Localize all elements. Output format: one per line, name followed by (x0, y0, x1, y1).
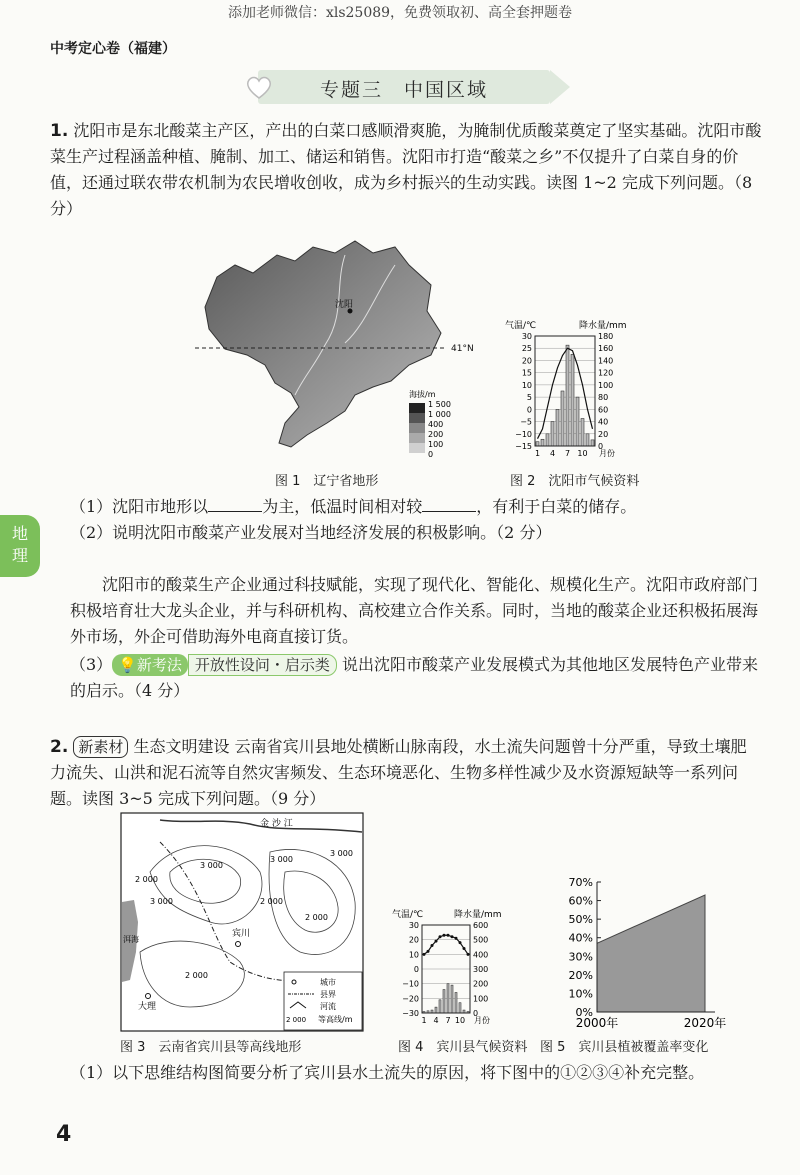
y-tick-label: 20% (568, 968, 593, 982)
y-tick-label: 50% (568, 913, 593, 927)
precip-tick-label: 0 (598, 442, 604, 451)
fig2-caption: 图 2 沈阳市气候资料 (510, 474, 640, 489)
precip-bar (576, 397, 579, 446)
temperature-point (427, 950, 430, 953)
elev-legend-value: 100 (428, 440, 444, 449)
temp-tick-label: −5 (520, 417, 532, 427)
elev-swatch (409, 413, 425, 423)
month-tick-label: 1 (421, 1016, 427, 1025)
month-axis-label: 月份 (599, 449, 615, 458)
q1-sub3 (70, 652, 770, 704)
temp-axis-label: 气温/℃ (505, 321, 537, 331)
precip-axis-label: 降水量/mm (454, 910, 502, 920)
temperature-point (423, 953, 426, 956)
precip-tick-label: 60 (598, 405, 609, 415)
elev-swatch (409, 443, 425, 453)
temperature-point (435, 940, 438, 943)
elev-legend-value: 400 (428, 420, 444, 429)
precip-bar (439, 1000, 441, 1013)
binchuan-contour-map (120, 812, 365, 1034)
binchuan-dot (236, 942, 241, 947)
temp-axis-label: 气温/℃ (392, 910, 424, 920)
x-tick-label: 2000年 (575, 1016, 619, 1030)
precip-bar (541, 439, 544, 446)
q1-sub1 (70, 494, 770, 520)
subject-tab-label: 地理 (11, 524, 28, 565)
q1-sub1-part-a: （1）沈阳市地形以 (70, 497, 209, 516)
coverage-area (597, 895, 705, 1012)
latitude-label: 41°N (451, 344, 474, 354)
month-tick-label: 1 (534, 449, 541, 458)
q2-intro: 生态文明建设 云南省宾川县地处横断山脉南段，水土流失问题曾十分严重，导致土壤肥力流失、山洪和泥石流等自然灾害频发、生态环境恶化、生物多样性减少及水资源短缺等一系列问题。读图 3~5 完成下列问题。（9 分） (50, 737, 747, 808)
watermark: 添加老师微信：xls25089，免费领取初、高全套押题卷 (227, 5, 573, 21)
subject-tab-geography (0, 515, 40, 577)
dali-label: 大理 (138, 1002, 157, 1012)
dali-dot (146, 994, 151, 999)
temperature-point (451, 935, 454, 938)
precip-bar (435, 1007, 437, 1013)
legend-city: 城市 (320, 978, 336, 987)
temp-tick-label: 30 (521, 332, 532, 341)
month-tick-label: 4 (549, 449, 556, 458)
elev-legend-value: 200 (428, 430, 444, 439)
liaoning-terrain-map (195, 225, 474, 470)
lightbulb-icon: 💡 (118, 656, 137, 674)
temperature-point (459, 941, 462, 944)
y-tick-label: 0% (575, 1006, 593, 1019)
shenyang-label: 沈阳 (335, 300, 354, 310)
precip-bar (546, 434, 549, 446)
q1-intro: 沈阳市是东北酸菜主产区，产出的白菜口感顺滑爽脆，为腌制优质酸菜奠定了坚实基础。沈阳市酸菜生产过程涵盖种植、腌制、加工、储运和销售。沈阳市打造“酸菜之乡”不仅提升了白菜自身的价值，还通过联农带农机制为农民增收创收，成为乡村振兴的生动实践。读图 1~2 完成下列问题。（8 分） (50, 121, 762, 218)
river-label: 金 沙 江 (260, 819, 293, 829)
temp-tick-label: 0 (413, 965, 419, 974)
temp-tick-label: −10 (402, 979, 419, 989)
page-number: 4 (56, 1122, 72, 1147)
elev-legend-title: 海拔/m (409, 390, 436, 399)
y-tick-label: 10% (568, 987, 593, 1001)
liaoning-shape (205, 241, 444, 449)
temperature-point (443, 934, 446, 937)
temp-tick-label: −30 (402, 1009, 419, 1018)
contour-label: 2 000 (135, 875, 158, 884)
legend-contour: 等高线/m (318, 1015, 353, 1024)
precip-tick-label: 120 (598, 368, 614, 378)
precip-tick-label: 0 (473, 1009, 479, 1018)
temperature-point (467, 953, 470, 956)
vegetation-coverage-chart (555, 872, 730, 1037)
temp-tick-label: 10 (521, 380, 532, 390)
temp-tick-label: 10 (408, 950, 419, 960)
precip-tick-label: 400 (473, 950, 489, 960)
month-axis-label: 月份 (474, 1016, 490, 1025)
precip-bar (556, 409, 559, 446)
temp-tick-label: −20 (402, 994, 419, 1004)
temp-tick-label: 20 (521, 356, 532, 366)
precip-bar (581, 419, 584, 447)
month-tick-label: 7 (564, 449, 571, 458)
precip-bar (566, 345, 569, 446)
q2-number: 2. (50, 737, 69, 757)
fig4-caption: 图 4 宾川县气候资料 (398, 1040, 528, 1055)
contour-label: 3 000 (200, 861, 223, 870)
y-tick-label: 40% (568, 931, 593, 945)
precip-tick-label: 180 (598, 332, 614, 341)
new-method-badge (112, 654, 188, 676)
series-title: 中考定心卷（福建） (50, 41, 176, 57)
q1-sub3-number: （3） (70, 655, 113, 674)
temperature-point (439, 935, 442, 938)
answer-blank[interactable] (422, 497, 476, 512)
precip-tick-label: 300 (473, 965, 489, 974)
q1-sub2: （2）说明沈阳市酸菜产业发展对当地经济发展的积极影响。（2 分） (70, 523, 552, 542)
precip-bar (586, 434, 589, 446)
fig5-caption: 图 5 宾川县植被覆盖率变化 (540, 1040, 709, 1055)
precip-axis-label: 降水量/mm (579, 321, 627, 331)
y-tick-label: 70% (568, 876, 593, 889)
precip-bar (561, 391, 564, 446)
temp-tick-label: 15 (521, 368, 532, 378)
elev-legend-value: 1 000 (428, 410, 451, 419)
y-tick-label: 30% (568, 950, 593, 964)
precip-bar (591, 440, 594, 446)
contour-label: 3 000 (150, 897, 173, 906)
section-banner (258, 70, 550, 104)
question-type-badge: 开放性设问・启示类 (188, 654, 337, 676)
temp-tick-label: −10 (515, 429, 532, 439)
precip-bar (459, 1003, 461, 1013)
precip-tick-label: 200 (473, 979, 489, 989)
lake-label: 洱海 (123, 935, 139, 944)
temp-tick-label: 30 (408, 921, 419, 930)
precip-tick-label: 40 (598, 417, 609, 427)
month-tick-label: 10 (577, 449, 588, 458)
legend-boundary: 县界 (320, 990, 336, 999)
q1-number: 1. (50, 121, 69, 141)
temperature-point (447, 934, 450, 937)
contour-label: 3 000 (270, 855, 293, 864)
q1-intro-block (50, 118, 762, 222)
binchuan-label: 宾川 (232, 929, 251, 939)
temp-tick-label: 25 (521, 344, 532, 354)
q1-sub3-text: 说出沈阳市酸菜产业发展模式为其他地区发展特色产业带来的启示。（4 分） (70, 655, 759, 700)
precip-bar (571, 354, 574, 446)
shenyang-climate-chart (495, 312, 665, 470)
elev-swatch (409, 403, 425, 413)
contour-label: 2 000 (185, 971, 208, 980)
q2-intro-block (50, 734, 762, 812)
precip-tick-label: 20 (598, 429, 609, 439)
legend-contour-sample: 2 000 (286, 1016, 307, 1024)
banner-tail (550, 70, 570, 104)
elev-swatch (409, 433, 425, 443)
x-tick-label: 2020年 (683, 1016, 727, 1030)
elev-swatch (409, 423, 425, 433)
month-tick-label: 7 (445, 1016, 451, 1025)
binchuan-climate-chart (392, 905, 522, 1033)
precip-tick-label: 160 (598, 344, 614, 354)
legend-river: 河流 (320, 1002, 336, 1011)
precip-tick-label: 140 (598, 356, 614, 366)
temperature-point (431, 944, 434, 947)
precip-tick-label: 100 (598, 380, 614, 390)
contour-label: 2 000 (305, 913, 328, 922)
precip-tick-label: 600 (473, 921, 489, 930)
new-method-label: 新考法 (136, 656, 182, 674)
month-tick-label: 10 (454, 1016, 466, 1025)
temperature-point (463, 947, 466, 950)
elev-legend-value: 0 (428, 450, 434, 459)
precip-bar (451, 985, 453, 1013)
y-tick-label: 60% (568, 894, 593, 908)
q2-sub1: （1）以下思维结构图简要分析了宾川县水土流失的原因，将下图中的①②③④补充完整。 (70, 1063, 705, 1082)
elev-legend-value: 1 500 (428, 400, 451, 409)
new-material-badge: 新素材 (73, 736, 128, 758)
temp-tick-label: 5 (526, 393, 532, 403)
answer-blank[interactable] (208, 497, 262, 512)
temp-tick-label: 0 (526, 405, 532, 415)
precip-bar (455, 992, 457, 1013)
month-tick-label: 4 (433, 1016, 439, 1025)
section-title: 专题三 中国区域 (319, 79, 488, 101)
precip-bar (551, 422, 554, 446)
q1-sub1-part-c: ，有利于白菜的储存。 (476, 497, 637, 516)
temperature-point (455, 937, 458, 940)
precip-bar (536, 442, 539, 446)
contour-label: 3 000 (330, 849, 353, 858)
temp-tick-label: 20 (408, 935, 419, 945)
precip-tick-label: 80 (598, 393, 609, 403)
precip-bar (443, 990, 445, 1013)
legend-city-icon (292, 980, 296, 984)
precip-bar (447, 984, 449, 1013)
precip-tick-label: 500 (473, 935, 489, 945)
precip-tick-label: 100 (473, 994, 489, 1004)
contour-label: 2 000 (260, 897, 283, 906)
q1-answer-text: 沈阳市的酸菜生产企业通过科技赋能，实现了现代化、智能化、规模化生产。沈阳市政府部门积极培育壮大龙头企业，并与科研机构、高校建立合作关系。同时，当地的酸菜企业还积极拓展海外市场，外企可借助海外电商直接订货。 (70, 575, 759, 646)
fig1-caption: 图 1 辽宁省地形 (275, 474, 379, 489)
fig3-caption: 图 3 云南省宾川县等高线地形 (120, 1040, 302, 1055)
q1-sub1-part-b: 为主，低温时间相对较 (262, 497, 423, 516)
temp-tick-label: −15 (515, 442, 532, 451)
temperature-line (424, 935, 468, 954)
